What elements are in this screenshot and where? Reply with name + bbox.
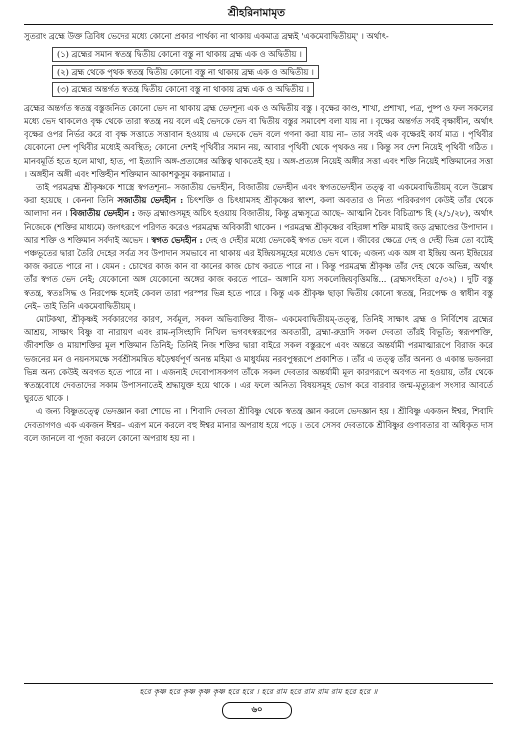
running-header-title: শ্রীহরিনামামৃত xyxy=(227,7,286,19)
paragraph-intro: সুতরাং ব্রহ্মে উক্ত ত্রিবিধ ভেদের মধ্যে কোনো প্রকার পার্থক্য না থাকায় একমাত্র ব্রহ্মই 'একমেবাদ্বিতীয়ম্' । অর্থাৎ- xyxy=(24,31,389,41)
paragraph-tree-analogy: ব্রহ্মের অন্তর্গত স্বতন্ত্র বস্তুজনিত কোনো ভেদ না থাকায় ব্রহ্ম ভেদশূন্য এক ও অদ্বিতীয় বস্তু । বৃক্ষের কাণ্ড, শাখা, প্রশাখা, পত্র, পুষ্প ও ফল সকলের মধ্যে ভেদ থাকলেও বৃক্ষ থেকে তারা স্বতন্ত্র নয় বলে এই ভেদকে ভেদ বা দ্বিতীয় বস্তুর সমাবেশ বলা যায় না । বৃক্ষের অন্তর্গত সবই বৃক্ষাধীন, অর্থাৎ বৃক্ষের ওপর নির্ভর করে বা বৃক্ষ সত্তাতে সত্তাবান হওয়ায় এ ভেদকে ভেদ বলে গণনা করা যায় না– তার সবই এক বৃক্ষেরই কার্য মাত্র । পৃথিবীর যেকোনো দেশ পৃথিবীর মধ্যেই অবস্থিত; কোনো দেশই পৃথিবীর সমান নয়, আবার পৃথিবী থেকে পৃথকও নয় । কিন্তু সব দেশ নিয়েই পৃথিবী গঠিত । মানবমূর্তি হতে হলে মাথা, হাত, পা ইত্যাদি অঙ্গ-প্রত্যঙ্গের অস্তিত্ব থাকতেই হয় । অঙ্গ-প্রত্যঙ্গ নিয়েই অঙ্গীর সত্তা এবং শক্তি নিয়েই শক্তিমানের সত্তা । অঙ্গহীন অঙ্গী এবং শক্তিহীন শক্তিমান আকাশকুসুম কল্পনামাত্র । xyxy=(24,102,494,179)
paragraph-three-distinctions xyxy=(24,181,493,313)
paragraph-text: তাই পরমব্রহ্ম শ্রীকৃষ্ণকে শাস্ত্রে স্বগতশূন্য– সজাতীয় ভেদহীন, বিজাতীয় ভেদহীন এবং স্বগতভেদহীন তত্ত্ব বা একমেবাদ্বিতীয়ম্ বলে উল্লেখ করা হয়েছে । কেননা তিনি xyxy=(24,181,493,206)
list-item-text: (১) ব্রহ্মের সমান স্বতন্ত্র দ্বিতীয় কোনো বস্তু না থাকায় ব্রহ্ম এক ও অদ্বিতীয় । xyxy=(52,47,307,62)
footer-mantra: হরে কৃষ্ণ হরে কৃষ্ণ কৃষ্ণ কৃষ্ণ হরে হরে । হরে রাম হরে রাম রাম রাম হরে হরে ॥ xyxy=(139,687,378,696)
paragraph-text: জড় ব্রহ্মাণ্ডসমূহ অচিৎ হওয়ায় বিজাতীয়, কিন্তু ব্রহ্মসূত্রে আছে– আত্মনি চৈবং বিচিত্রাশ্চ হি (২/১/২৮), অর্থাৎ নিজেকে (শক্তির মাধ্যমে) জগৎরূপে পরিণত করেও পরমব্রহ্ম অবিকারী থাকেন । পরমব্রহ্ম শ্রীকৃষ্ণের বহিরঙ্গা শক্তি মায়াই জড় ব্রহ্মাণ্ডের উপাদান । আর শক্তি ও শক্তিমান সর্বদাই অভেদ । xyxy=(24,208,493,245)
list-item xyxy=(52,64,493,81)
page-number: ৬০ xyxy=(222,702,292,719)
term-vijatiya: বিজাতীয় ভেদহীন : xyxy=(70,208,135,219)
list-item-text: (২) ব্রহ্ম থেকে পৃথক স্বতন্ত্র দ্বিতীয় কোনো বস্তু না থাকায় ব্রহ্ম এক ও অদ্বিতীয় । xyxy=(52,65,319,80)
paragraph-conclusion: এ জন্য বিষ্ণুতত্ত্বে ভেদজ্ঞান করা শোভে না । শিবাদি দেবতা শ্রীবিষ্ণু থেকে স্বতন্ত্র জ্ঞান করলে ভেদজ্ঞান হয় । শ্রীবিষ্ণু একজন ঈশ্বর, শিবাদি দেবতাগণও এক একজন ঈশ্বর– এরূপ মনে করলে বহু ঈশ্বর মানার অপরাধ হয়ে পড়ে । তবে সেসব দেবতাকে শ্রীবিষ্ণুর গুণাবতার বা অধিকৃত দাস বলে জানলে বা পূজা করলে কোনো অপরাধ হয় না । xyxy=(24,406,493,443)
list-item-text: (৩) ব্রহ্মের অন্তর্গত স্বতন্ত্র দ্বিতীয় কোনো বস্তু না থাকায় ব্রহ্ম এক ও অদ্বিতীয় । xyxy=(52,82,314,97)
paragraph-text: দেহ ও দেহীর মধ্যে ভেদকেই স্বগত ভেদ বলে । জীবের ক্ষেত্রে দেহ ও দেহী ভিন্ন তো বটেই পঞ্চভূতের দ্বারা তৈরি দেহের সর্বত্র সব উপাদান সমভাবে না থাকায় এর ইন্দ্রিয়সমূহের মধ্যেও ভেদ থাকে; এজন্য এক অঙ্গ বা ইন্দ্রিয় অন্য ইন্দ্রিয়ের কাজ করতে পারে না । যেমন : চোখের কাজ কান বা কানের কাজ চোখ করতে পারে না । কিন্তু পরমব্রহ্ম শ্রীকৃষ্ণ তাঁর দেহ থেকে অভিন্ন, অর্থাৎ তাঁর স্বগত ভেদ নেই; যেকোনো অঙ্গ যেকোনো অঙ্গের কাজ করতে পারে– অঙ্গানি যস্য সকলেন্দ্রিয়বৃত্তিমন্তি... (ব্রহ্মসংহিতা ৫/৩২) । দুটি বস্তু স্বতন্ত্র, স্বতঃসিদ্ধ ও নিরপেক্ষ হলেই কেবল তারা পরস্পর ভিন্ন হতে পারে । কিন্তু এক শ্রীকৃষ্ণ ছাড়া দ্বিতীয় কোনো স্বতন্ত্র, নিরপেক্ষ ও স্বাধীন বস্তু নেই– তাই তিনি একমেবাদ্বিতীয়ম্ । xyxy=(24,234,493,311)
footer-divider xyxy=(24,683,493,684)
term-svagata: স্বগত ভেদহীন : xyxy=(151,234,203,245)
numbered-list xyxy=(52,46,493,98)
list-item xyxy=(52,81,493,98)
list-item xyxy=(52,46,493,63)
page-body xyxy=(24,30,493,445)
paragraph-text: চিৎশক্তি ও চিৎধামসহ শ্রীকৃষ্ণের স্বাংশ, কলা অবতার ও নিত্য পরিকরগণ কেউই তাঁর থেকে আলাদা নন । xyxy=(24,195,493,219)
paragraph-summary: মোটকথা, শ্রীকৃষ্ণই সর্বকারণের কারণ, সর্বমূল, সকল অভিব্যক্তির বীজ– একমেবাদ্বিতীয়ম্-তত্ত্ব, তিনিই সাক্ষাৎ ব্রহ্ম ও নির্বিশেষ ব্রহ্মের আশ্রয়, সাক্ষাৎ বিষ্ণু বা নারায়ণ এবং রাম-নৃসিংহাদি নিখিল ভগবৎস্বরূপের অবতারী, ব্রহ্মা-রুদ্রাদি সকল দেবতা তাঁরই বিভূতি; স্বরূপশক্তি, জীবশক্তি ও মায়াশক্তির মূল শক্তিমান তিনিই; তিনিই নিজ শক্তির দ্বারা বাইরে সকল বস্তুরূপে এবং অন্তরে অন্তর্যামী পরমাত্মারূপে বিরাজ করে ভজনের মন ও নয়নসমক্ষে সর্বশ্রীসমন্বিত ষড়ৈশ্বর্যপূর্ণ অনন্ত মহিমা ও মাধুর্যময় নরবপুস্বরূপে প্রকাশিত । তাঁর এ তত্ত্ব তাঁর অনন্য ও একান্ত ভজনরা ভিন্ন অন্য কেউই অবগত হতে পারে না । এজন্যই দেবোপাসকগণ তাঁকে সকল দেবতার অন্তর্যামী মূল কারণরূপে অবগত না হওয়ায়, তাঁর থেকে স্বতন্ত্রবোধে দেবতাদের সকাম উপাসনাতেই শ্রদ্ধাযুক্ত হয়ে থাকে । এর ফলে অনিত্য বিষয়সমূহ ভোগ করে বারবার জন্ম-মৃত্যুরূপ সংসার আবর্তে ঘুরতে থাকে । xyxy=(24,313,493,404)
term-sajatiya: সজাতীয় ভেদহীন : xyxy=(117,195,184,206)
header-divider xyxy=(24,24,493,25)
